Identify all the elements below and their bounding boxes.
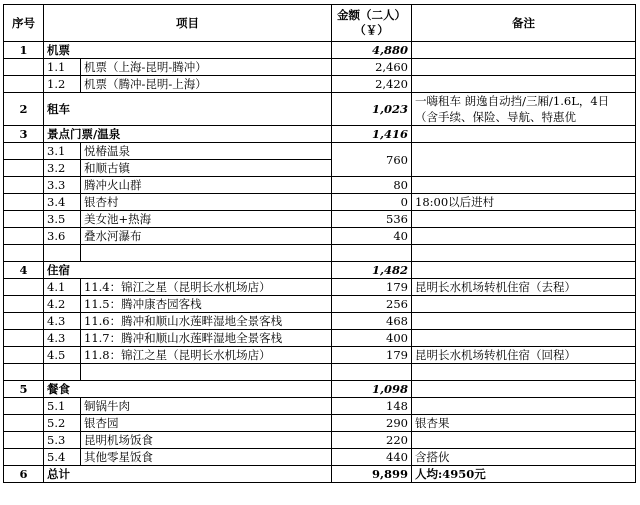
- table-row: [4, 279, 636, 296]
- item-sub-no: 5.1: [44, 398, 81, 415]
- category-no: 1: [4, 42, 44, 59]
- header-note: 备注: [412, 5, 636, 42]
- category-name: 机票: [44, 42, 332, 59]
- item-name: 11.4：锦江之星（昆明长水机场店）: [81, 279, 332, 296]
- item-note: [412, 211, 636, 228]
- item-name: 腾冲火山群: [81, 177, 332, 194]
- item-sub-no: 5.3: [44, 432, 81, 449]
- table-row: [4, 347, 636, 364]
- item-amount: 468: [332, 313, 412, 330]
- item-note: [412, 76, 636, 93]
- total-note: 人均:4950元: [412, 466, 636, 483]
- header-no: 序号: [4, 5, 44, 42]
- item-note: [412, 59, 636, 76]
- item-amount-merged: 760: [332, 143, 412, 177]
- category-note: [412, 126, 636, 143]
- category-row: [4, 381, 636, 398]
- category-row: [4, 93, 636, 126]
- item-name: 美女池+热海: [81, 211, 332, 228]
- item-note: 昆明长水机场转机住宿（回程）: [412, 347, 636, 364]
- item-name: 叠水河瀑布: [81, 228, 332, 245]
- table-row: [4, 177, 636, 194]
- item-name: 昆明机场饭食: [81, 432, 332, 449]
- category-no: 5: [4, 381, 44, 398]
- item-note: [412, 177, 636, 194]
- total-amount: 9,899: [332, 466, 412, 483]
- item-amount: 148: [332, 398, 412, 415]
- item-note: [412, 143, 636, 177]
- table-row: [4, 313, 636, 330]
- item-amount: 290: [332, 415, 412, 432]
- table-row: [4, 194, 636, 211]
- category-amount: 1,023: [332, 93, 412, 126]
- spacer-row: [4, 364, 636, 381]
- item-note: [412, 296, 636, 313]
- item-sub-no: 4.1: [44, 279, 81, 296]
- table-row: [4, 211, 636, 228]
- item-amount: 179: [332, 279, 412, 296]
- item-note: 18:00以后进村: [412, 194, 636, 211]
- item-name: 11.7：腾冲和顺山水莲畔湿地全景客栈: [81, 330, 332, 347]
- item-amount: 0: [332, 194, 412, 211]
- item-note: [412, 398, 636, 415]
- item-name: 机票（上海-昆明-腾冲）: [81, 59, 332, 76]
- header-amount-line1: 金额（二人）: [337, 8, 406, 22]
- category-amount: 1,482: [332, 262, 412, 279]
- category-row: [4, 42, 636, 59]
- item-amount: 2,460: [332, 59, 412, 76]
- item-note: 昆明长水机场转机住宿（去程）: [412, 279, 636, 296]
- item-name: 铜锅牛肉: [81, 398, 332, 415]
- category-amount: 1,098: [332, 381, 412, 398]
- item-note: 银杏果: [412, 415, 636, 432]
- table-row: [4, 398, 636, 415]
- total-label: 总计: [44, 466, 332, 483]
- item-name: 11.8：锦江之星（昆明长水机场店）: [81, 347, 332, 364]
- category-name: 租车: [44, 93, 332, 126]
- item-name: 11.6：腾冲和顺山水莲畔湿地全景客栈: [81, 313, 332, 330]
- item-note: [412, 330, 636, 347]
- item-note: [412, 432, 636, 449]
- item-amount: 40: [332, 228, 412, 245]
- item-sub-no: 4.3: [44, 330, 81, 347]
- category-note: [412, 42, 636, 59]
- item-amount: 80: [332, 177, 412, 194]
- header-amount-line2: （￥）: [354, 23, 389, 37]
- total-row: [4, 466, 636, 483]
- item-amount: 256: [332, 296, 412, 313]
- item-sub-no: 5.2: [44, 415, 81, 432]
- category-name: 餐食: [44, 381, 332, 398]
- item-name: 11.5：腾冲康杏园客栈: [81, 296, 332, 313]
- category-name: 住宿: [44, 262, 332, 279]
- category-no: 3: [4, 126, 44, 143]
- category-note: 一嗨租车 朗逸自动挡/三厢/1.6L，4日（含手续、保险、导航、特惠优: [412, 93, 636, 126]
- total-no: 6: [4, 466, 44, 483]
- item-sub-no: 3.1: [44, 143, 81, 160]
- item-sub-no: 3.3: [44, 177, 81, 194]
- item-name: 银杏村: [81, 194, 332, 211]
- item-note: [412, 228, 636, 245]
- category-name: 景点门票/温泉: [44, 126, 332, 143]
- item-amount: 536: [332, 211, 412, 228]
- item-sub-no: 3.6: [44, 228, 81, 245]
- table-row: [4, 449, 636, 466]
- item-name: 机票（腾冲-昆明-上海）: [81, 76, 332, 93]
- category-note: [412, 262, 636, 279]
- item-sub-no: 3.4: [44, 194, 81, 211]
- table-row: [4, 228, 636, 245]
- item-sub-no: 4.5: [44, 347, 81, 364]
- item-sub-no: 3.2: [44, 160, 81, 177]
- header-amount: [332, 5, 412, 42]
- category-no: 4: [4, 262, 44, 279]
- category-row: [4, 126, 636, 143]
- table-row: [4, 432, 636, 449]
- table-row: [4, 415, 636, 432]
- header-row: [4, 5, 636, 42]
- item-amount: 440: [332, 449, 412, 466]
- budget-table: [3, 4, 636, 483]
- table-row: [4, 76, 636, 93]
- item-sub-no: 4.3: [44, 313, 81, 330]
- header-item: 项目: [44, 5, 332, 42]
- item-amount: 400: [332, 330, 412, 347]
- item-name: 银杏园: [81, 415, 332, 432]
- item-name: 其他零星饭食: [81, 449, 332, 466]
- item-amount: 2,420: [332, 76, 412, 93]
- item-sub-no: 4.2: [44, 296, 81, 313]
- item-amount: 179: [332, 347, 412, 364]
- table-row: [4, 296, 636, 313]
- table-row: [4, 143, 636, 160]
- item-sub-no: 1.1: [44, 59, 81, 76]
- table-row: [4, 330, 636, 347]
- item-name: 悦椿温泉: [81, 143, 332, 160]
- item-amount: 220: [332, 432, 412, 449]
- category-note: [412, 381, 636, 398]
- item-sub-no: 1.2: [44, 76, 81, 93]
- category-row: [4, 262, 636, 279]
- category-no: 2: [4, 93, 44, 126]
- spacer-row: [4, 245, 636, 262]
- item-sub-no: 3.5: [44, 211, 81, 228]
- item-sub-no: 5.4: [44, 449, 81, 466]
- category-amount: 1,416: [332, 126, 412, 143]
- table-row: [4, 59, 636, 76]
- category-amount: 4,880: [332, 42, 412, 59]
- item-note: [412, 313, 636, 330]
- item-note: 含搭伙: [412, 449, 636, 466]
- item-name: 和顺古镇: [81, 160, 332, 177]
